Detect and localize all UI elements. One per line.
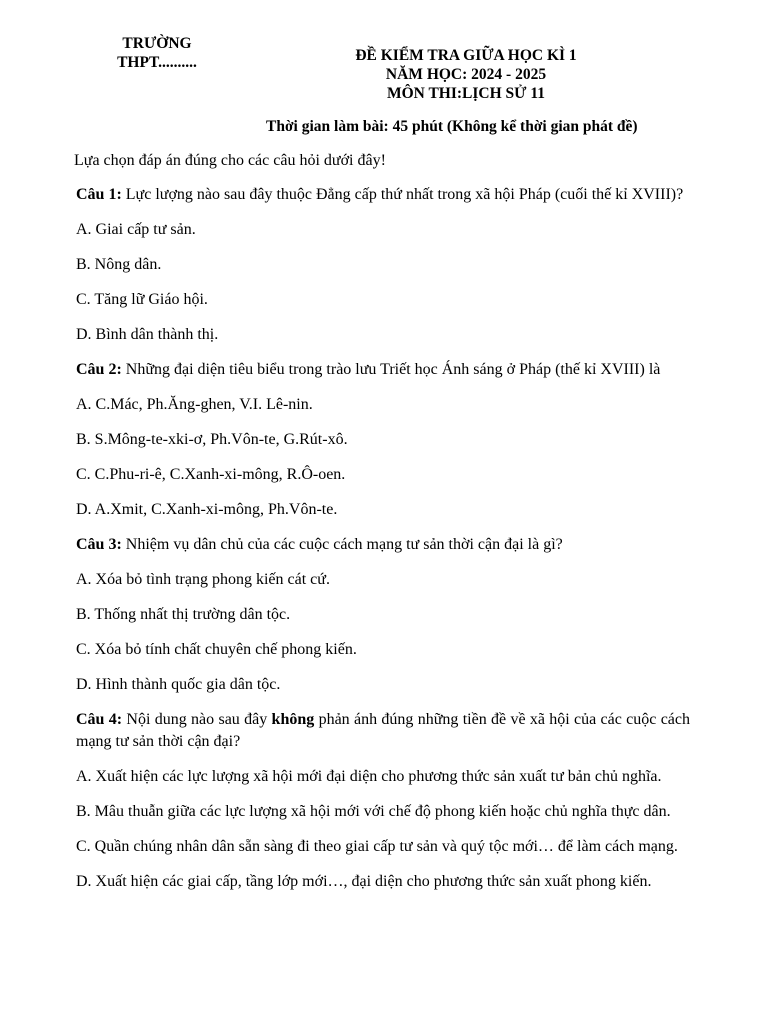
option-2b: B. S.Mông-te-xki-ơ, Ph.Vôn-te, G.Rút-xô.: [76, 431, 348, 448]
option-2d: D. A.Xmit, C.Xanh-xi-mông, Ph.Vôn-te.: [76, 501, 338, 518]
option-3b: B. Thống nhất thị trường dân tộc.: [76, 606, 291, 623]
exam-title: [316, 46, 616, 103]
option-1c: C. Tăng lữ Giáo hội.: [76, 291, 208, 308]
question-3: [76, 534, 690, 556]
option-3c: C. Xóa bỏ tính chất chuyên chế phong kiến.: [76, 641, 357, 658]
school-line-1: TRƯỜNG: [122, 35, 192, 52]
question-4: [76, 709, 690, 753]
option-2a: A. C.Mác, Ph.Ăng-ghen, V.I. Lê-nin.: [76, 396, 313, 413]
question-emphasis: không: [271, 711, 315, 728]
question-2: [76, 359, 690, 381]
question-text-after: phản ánh đúng những tiền đề về xã hội của các cuộc cách mạng tư sản thời cận đại?: [76, 711, 691, 750]
question-text: Những đại diện tiêu biểu trong trào lưu Triết học Ánh sáng ở Pháp (thế kỉ XVIII) là: [121, 361, 661, 378]
option-2c: C. C.Phu-ri-ê, C.Xanh-xi-mông, R.Ô-oen.: [76, 466, 346, 483]
option-3d: D. Hình thành quốc gia dân tộc.: [76, 676, 281, 693]
question-text-before: Nội dung nào sau đây: [122, 711, 272, 728]
school-line-2: THPT..........: [117, 54, 197, 71]
exam-year: NĂM HỌC: 2024 - 2025: [385, 66, 547, 83]
question-label: Câu 3:: [76, 536, 122, 553]
option-4d: D. Xuất hiện các giai cấp, tầng lớp mới…, đại diện cho phương thức sản xuất phong kiến.: [76, 873, 652, 890]
option-4b: B. Mâu thuẫn giữa các lực lượng xã hội mới với chế độ phong kiến hoặc chủ nghĩa thực dân.: [76, 803, 671, 820]
option-1a: A. Giai cấp tư sản.: [76, 221, 196, 238]
option-4c: C. Quần chúng nhân dân sẵn sàng đi theo giai cấp tư sản và quý tộc mới… để làm cách mạng.: [76, 838, 678, 855]
school-name: [96, 34, 218, 72]
option-3a: A. Xóa bỏ tình trạng phong kiến cát cứ.: [76, 571, 330, 588]
option-1b: B. Nông dân.: [76, 256, 162, 273]
exam-subject: MÔN THI:LỊCH SỬ 11: [386, 85, 546, 102]
exam-title-line-1: ĐỀ KIỂM TRA GIỮA HỌC KÌ 1: [355, 47, 577, 64]
instruction: Lựa chọn đáp án đúng cho các câu hỏi dưới đây!: [74, 152, 386, 169]
option-4a: A. Xuất hiện các lực lượng xã hội mới đại diện cho phương thức sản xuất tư bản chủ nghĩa.: [76, 768, 662, 785]
question-1: [76, 184, 690, 206]
question-label: Câu 1:: [76, 186, 122, 203]
question-text: Nhiệm vụ dân chủ của các cuộc cách mạng tư sản thời cận đại là gì?: [121, 536, 563, 553]
question-text: Lực lượng nào sau đây thuộc Đẳng cấp thứ nhất trong xã hội Pháp (cuối thế kỉ XVIII)?: [121, 186, 684, 203]
option-1d: D. Bình dân thành thị.: [76, 326, 219, 343]
question-label: Câu 2:: [76, 361, 122, 378]
questions: [76, 184, 690, 906]
exam-time: Thời gian làm bài: 45 phút (Không kể thời gian phát đề): [266, 118, 638, 135]
question-label: Câu 4:: [76, 711, 123, 728]
